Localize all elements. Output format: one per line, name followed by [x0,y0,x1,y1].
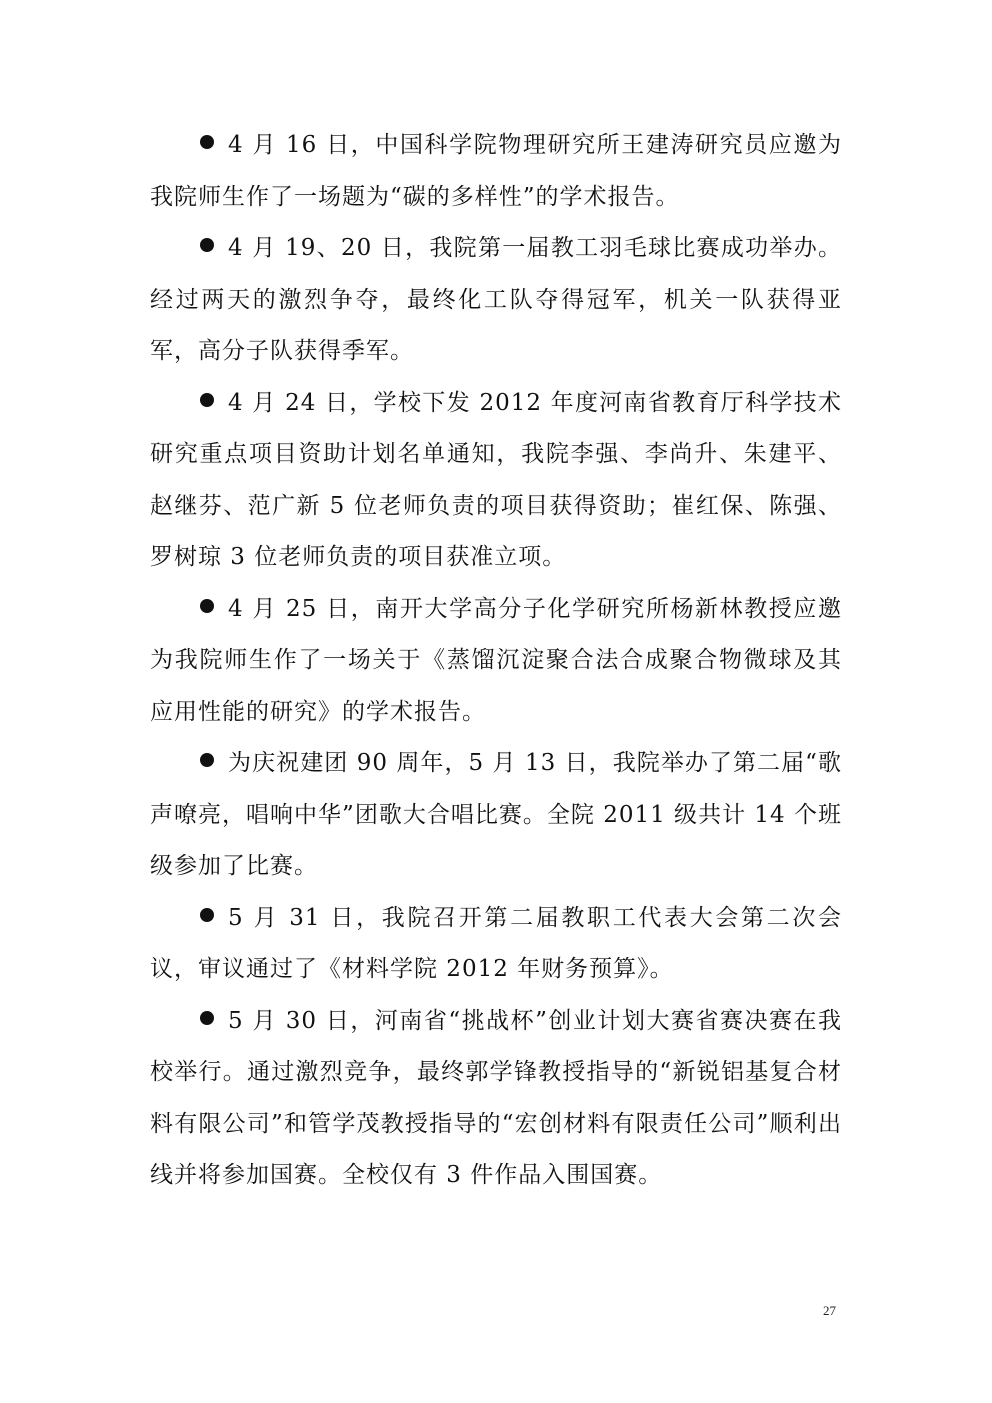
news-item-6 [150,893,842,996]
bullet-icon [200,1011,214,1025]
news-list [150,120,842,1202]
news-item-1 [150,120,842,223]
news-item-7 [150,996,842,1202]
news-item-text: 4 月 19、20 日，我院第一届教工羽毛球比赛成功举办。经过两天的激烈争夺，最终化工队夺得冠军，机关一队获得亚军，高分子队获得季军。 [150,235,842,364]
bullet-icon [200,393,214,407]
bullet-icon [200,599,214,613]
page-number: 27 [823,1303,836,1318]
bullet-icon [200,753,214,767]
news-item-4 [150,584,842,739]
news-item-5 [150,738,842,893]
news-item-text: 5 月 30 日，河南省“挑战杯”创业计划大赛省赛决赛在我校举行。通过激烈竞争，最终郭学锋教授指导的“新锐铝基复合材料有限公司”和管学茂教授指导的“宏创材料有限责任公司”顺利出线并将参加国赛。全校仅有 3 件作品入围国赛。 [150,1007,842,1188]
news-item-text: 4 月 24 日，学校下发 2012 年度河南省教育厅科学技术研究重点项目资助计划名单通知，我院李强、李尚升、朱建平、赵继芬、范广新 5 位老师负责的项目获得资助；崔红保、陈强、罗树琼 3 位老师负责的项目获准立项。 [150,389,842,570]
news-item-text: 4 月 25 日，南开大学高分子化学研究所杨新林教授应邀为我院师生作了一场关于《蒸馏沉淀聚合法合成聚合物微球及其应用性能的研究》的学术报告。 [150,595,842,725]
news-item-text: 4 月 16 日，中国科学院物理研究所王建涛研究员应邀为我院师生作了一场题为“碳的多样性”的学术报告。 [150,132,842,210]
news-item-text: 为庆祝建团 90 周年，5 月 13 日，我院举办了第二届“歌声嘹亮，唱响中华”团歌大合唱比赛。全院 2011 级共计 14 个班级参加了比赛。 [150,750,842,879]
bullet-icon [200,135,214,149]
bullet-icon [200,908,214,922]
news-item-2 [150,223,842,378]
news-item-3 [150,378,842,584]
news-item-text: 5 月 31 日，我院召开第二届教职工代表大会第二次会议，审议通过了《材料学院 2012 年财务预算》。 [150,904,842,982]
bullet-icon [200,238,214,252]
